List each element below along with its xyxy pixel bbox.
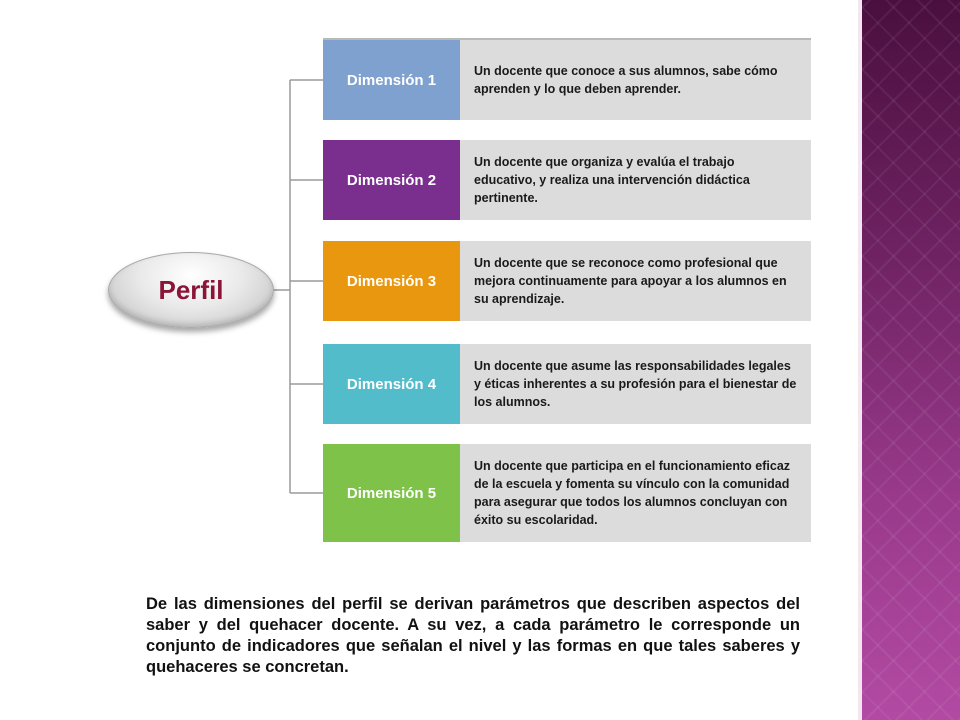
dimension-label-3: Dimensión 3 [323, 241, 460, 321]
dimension-description-text-2: Un docente que organiza y evalúa el trabajo educativo, y realiza una intervención didáctica pertinente. [474, 155, 750, 205]
dimension-row-3 [323, 241, 811, 321]
dimension-row-5 [323, 444, 811, 542]
dimension-description-text-3: Un docente que se reconoce como profesional que mejora continuamente para apoyar a los alumnos en su aprendizaje. [474, 256, 787, 306]
dimension-description-3 [460, 241, 811, 321]
dimension-label-5: Dimensión 5 [323, 444, 460, 542]
dimension-row-1 [323, 38, 811, 120]
dimension-label-2: Dimensión 2 [323, 140, 460, 220]
dimension-description-text-1: Un docente que conoce a sus alumnos, sabe cómo aprenden y lo que deben aprender. [474, 64, 778, 96]
dimension-row-4 [323, 344, 811, 424]
dimension-description-1 [460, 40, 811, 120]
dimension-description-5 [460, 444, 811, 542]
dimension-description-2 [460, 140, 811, 220]
dimension-label-4: Dimensión 4 [323, 344, 460, 424]
dimension-description-text-5: Un docente que participa en el funcionamiento eficaz de la escuela y fomenta su vínculo con la comunidad para asegurar que todos los alumnos concluyan con éxito su escolaridad. [474, 459, 791, 527]
dimension-description-4 [460, 344, 811, 424]
dimension-label-1: Dimensión 1 [323, 40, 460, 120]
dimension-description-text-4: Un docente que asume las responsabilidades legales y éticas inherentes a su profesión para el bienestar de los alumnos. [474, 359, 797, 409]
perfil-label: Perfil [158, 274, 224, 305]
footer-paragraph: De las dimensiones del perfil se derivan parámetros que describen aspectos del saber y del quehacer docente. A su vez, a cada parámetro le corresponde un conjunto de indicadores que señalan el nivel y las formas en que tales saberes y quehaceres se concretan. [146, 595, 800, 676]
perfil-node [108, 252, 274, 328]
dimension-row-2 [323, 140, 811, 220]
